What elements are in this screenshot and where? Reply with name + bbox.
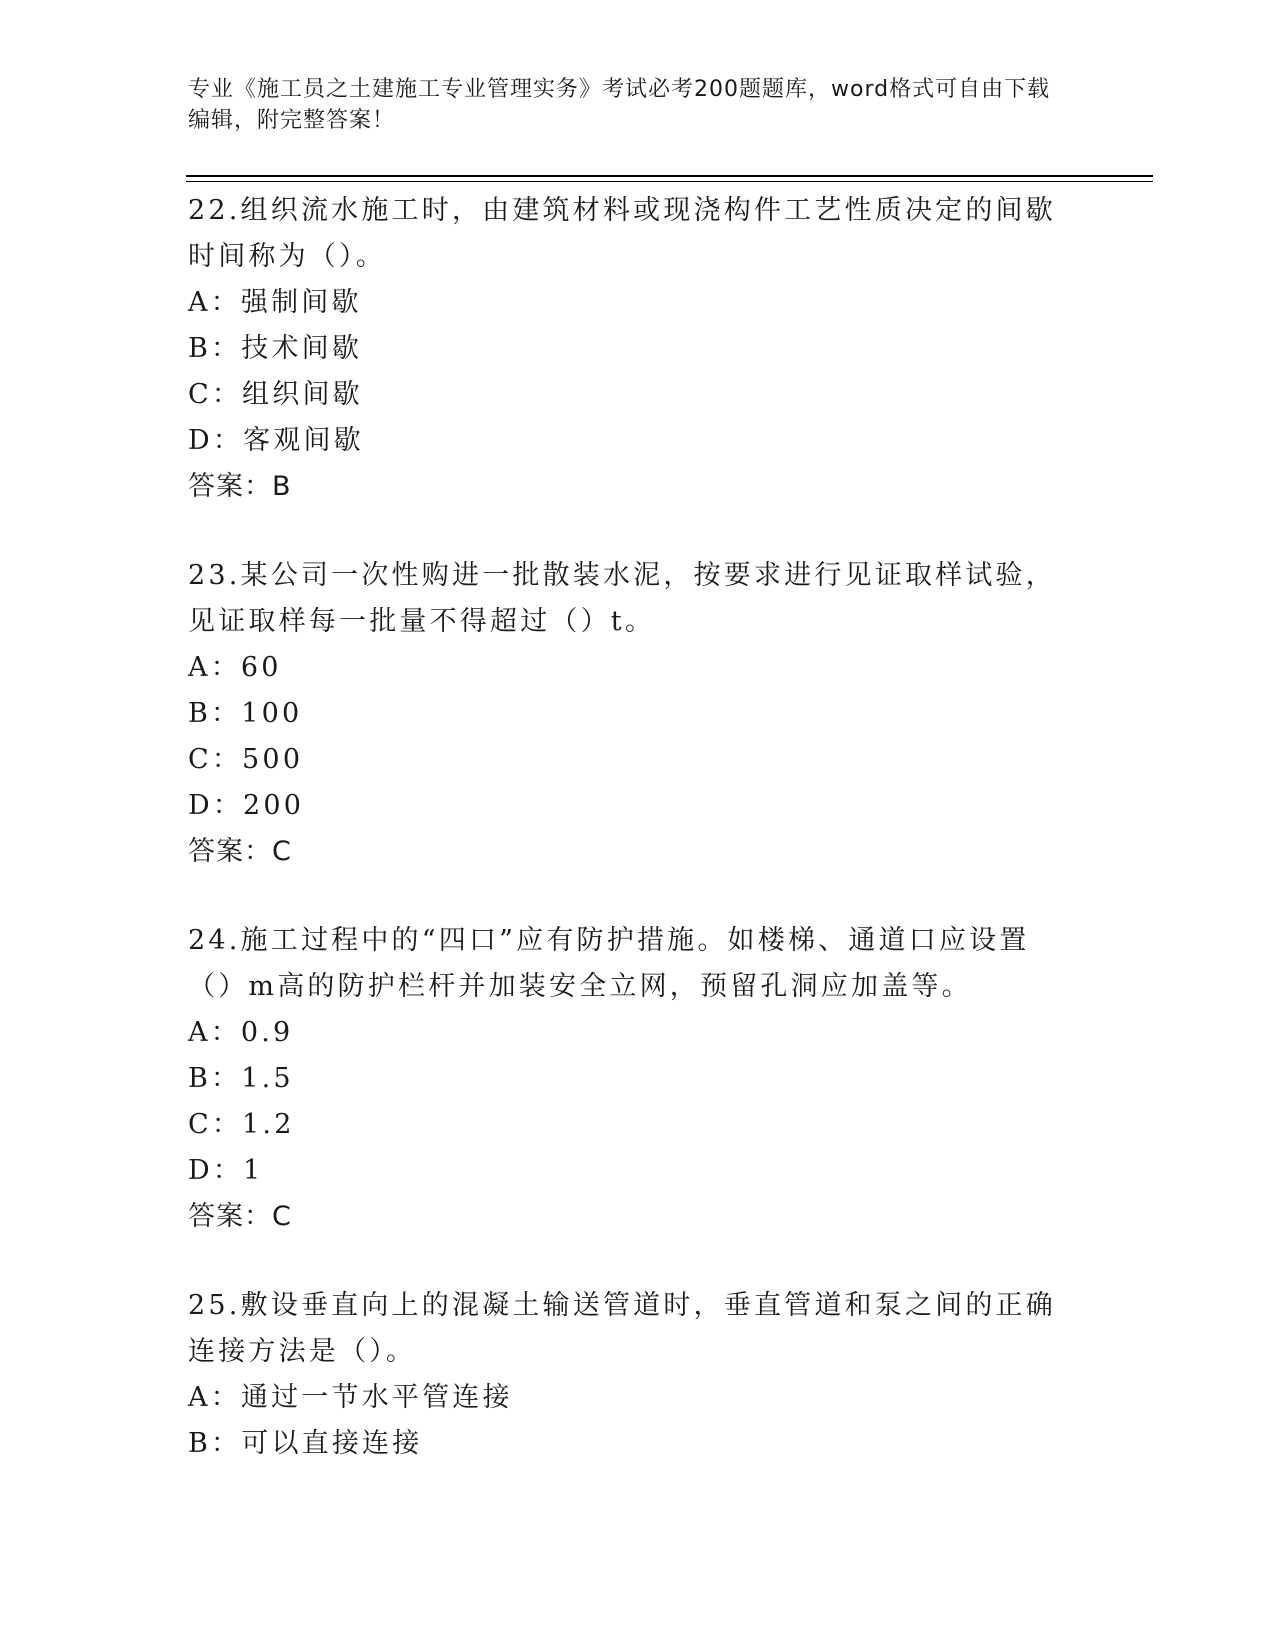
option-b: B：1.5 (188, 1063, 294, 1094)
option-a: A：强制间歇 (188, 287, 362, 318)
option-a: A：0.9 (188, 1017, 294, 1048)
option-a: A：60 (188, 652, 282, 683)
option-d: D：200 (188, 790, 305, 821)
question-list (188, 188, 1088, 1467)
question-22 (188, 188, 1088, 510)
option-c: C：1.2 (188, 1109, 295, 1140)
option-d: D：客观间歇 (188, 425, 364, 456)
document-header: 专业《施工员之土建施工专业管理实务》考试必考200题题库，word格式可自由下载编辑，附完整答案！ (188, 77, 1051, 133)
option-c: C：组织间歇 (188, 379, 363, 410)
option-d: D：1 (188, 1155, 264, 1186)
answer-line: 答案：C (188, 836, 292, 867)
question-24 (188, 918, 1088, 1240)
option-a: A：通过一节水平管连接 (188, 1382, 513, 1413)
header-divider-thick (186, 175, 1153, 177)
option-b: B：技术间歇 (188, 333, 363, 364)
question-spacer (188, 875, 1088, 918)
option-c: C：500 (188, 744, 304, 775)
header-divider-thin (186, 181, 1153, 182)
question-stem: 25.敷设垂直向上的混凝土输送管道时，垂直管道和泵之间的正确连接方法是（）。 (188, 1290, 1056, 1367)
question-spacer (188, 1240, 1088, 1283)
option-b: B：可以直接连接 (188, 1428, 423, 1459)
question-stem: 22.组织流水施工时，由建筑材料或现浇构件工艺性质决定的间歇时间称为（）。 (188, 195, 1056, 272)
question-spacer (188, 510, 1088, 553)
option-b: B：100 (188, 698, 303, 729)
answer-line: 答案：B (188, 471, 292, 502)
question-23 (188, 553, 1088, 875)
answer-line: 答案：C (188, 1201, 292, 1232)
question-25 (188, 1283, 1088, 1467)
question-stem: 24.施工过程中的“四口”应有防护措施。如楼梯、通道口应设置（）m高的防护栏杆并加装安全立网，预留孔洞应加盖等。 (188, 925, 1030, 1002)
question-stem: 23.某公司一次性购进一批散装水泥，按要求进行见证取样试验，见证取样每一批量不得超过（）t。 (188, 560, 1056, 637)
